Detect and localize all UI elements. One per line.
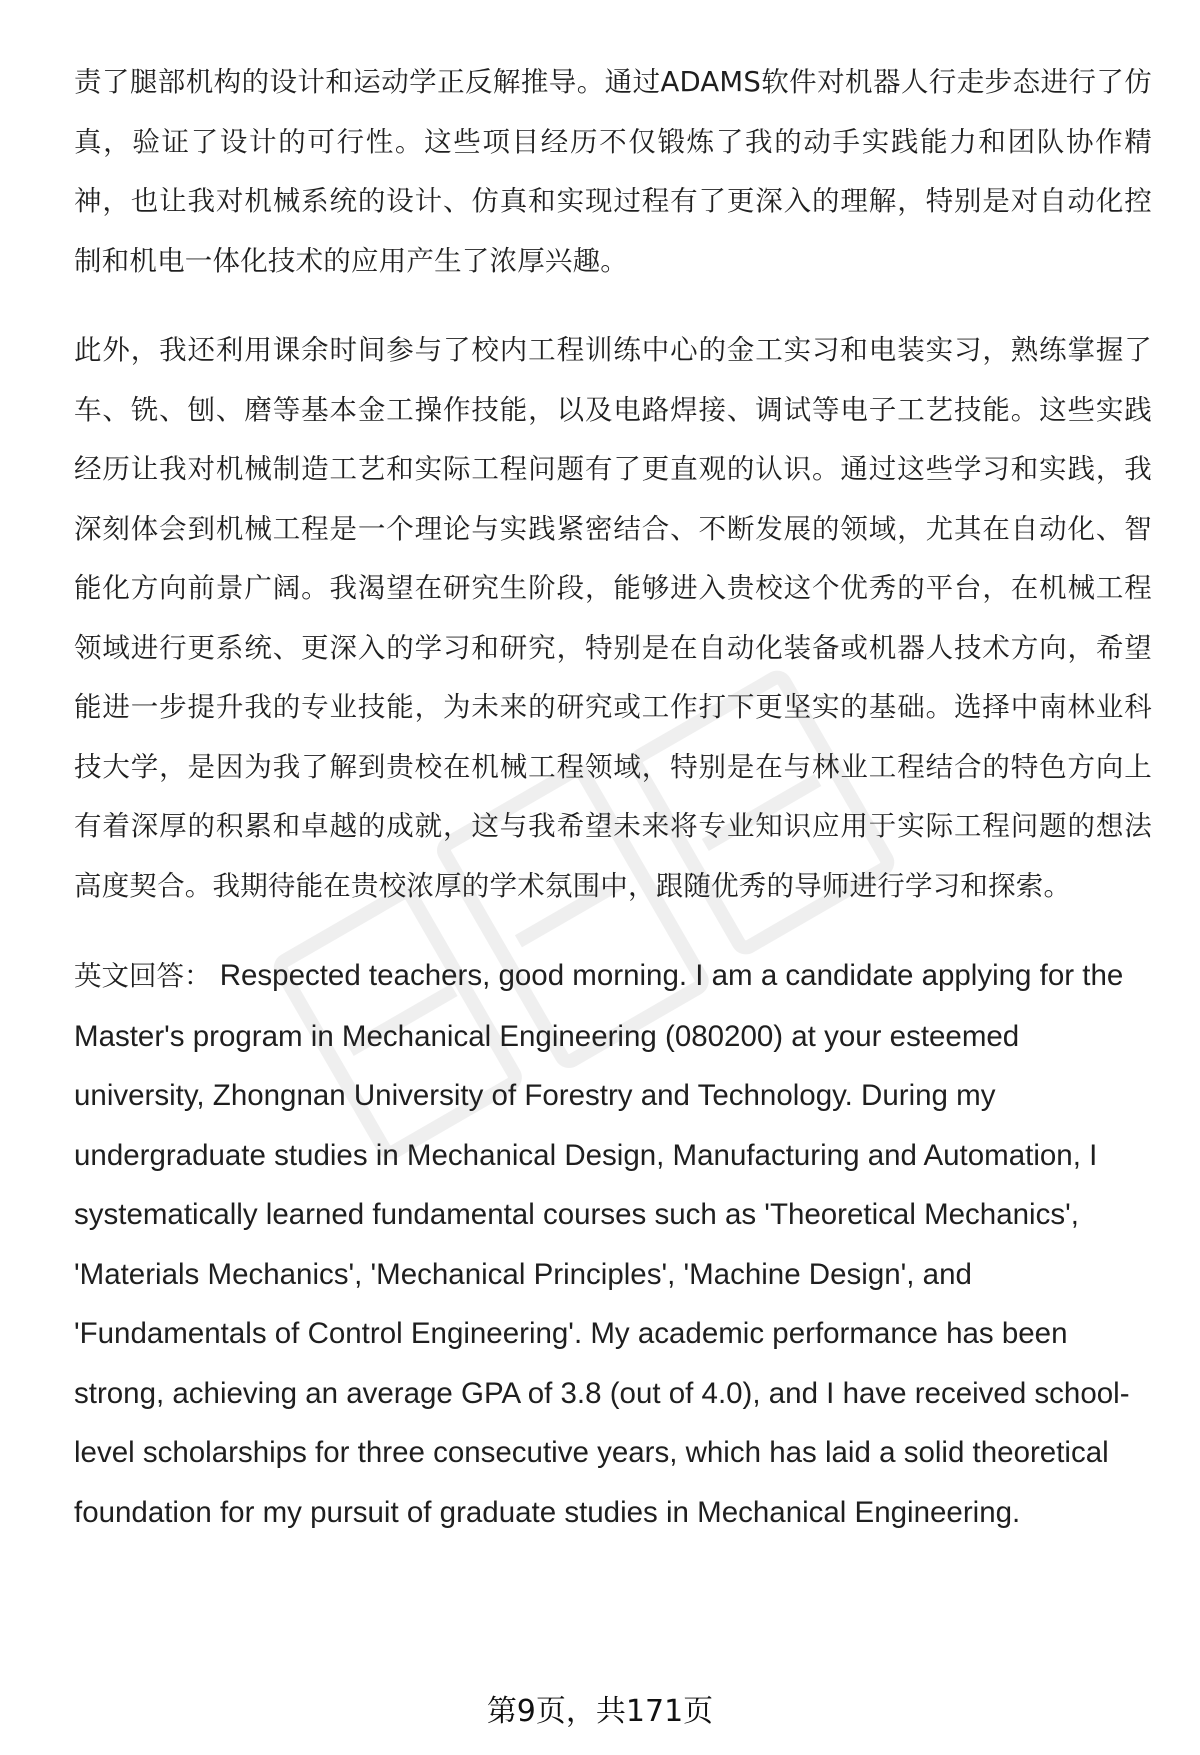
- document-body: [74, 53, 1152, 1542]
- paragraph-english-answer: [74, 946, 1152, 1542]
- paragraph-practice-and-motivation: 此外，我还利用课余时间参与了校内工程训练中心的金工实习和电装实习，熟练掌握了车、铣、刨、磨等基本金工操作技能，以及电路焊接、调试等电子工艺技能。这些实践经历让我对机械制造工艺和实际工程问题有了更直观的认识。通过这些学习和实践，我深刻体会到机械工程是一个理论与实践紧密结合、不断发展的领域，尤其在自动化、智能化方向前景广阔。我渴望在研究生阶段，能够进入贵校这个优秀的平台，在机械工程领域进行更系统、更深入的学习和研究，特别是在自动化装备或机器人技术方向，希望能进一步提升我的专业技能，为未来的研究或工作打下更坚实的基础。选择中南林业科技大学，是因为我了解到贵校在机械工程领域，特别是在与林业工程结合的特色方向上有着深厚的积累和卓越的成就，这与我希望未来将专业知识应用于实际工程问题的想法高度契合。我期待能在贵校浓厚的学术氛围中，跟随优秀的导师进行学习和探索。: [74, 334, 1152, 902]
- paragraph-project-experience: 责了腿部机构的设计和运动学正反解推导。通过ADAMS软件对机器人行走步态进行了仿真，验证了设计的可行性。这些项目经历不仅锻炼了我的动手实践能力和团队协作精神，也让我对机械系统的设计、仿真和实现过程有了更深入的理解，特别是对自动化控制和机电一体化技术的应用产生了浓厚兴趣。: [74, 66, 1152, 277]
- paragraph-gap: [74, 291, 1152, 321]
- page-number-footer: 第9页，共171页: [486, 1694, 714, 1729]
- paragraph-gap: [74, 916, 1152, 946]
- english-answer-label: 英文回答：: [74, 960, 212, 992]
- english-answer-text: Respected teachers, good morning. I am a candidate applying for the Master's program in Mechanical Engineering (080200) at your esteemed university, Zhongnan University of Forestry and Technology. During my undergraduate studies in Mechanical Design, Manufacturing and Automation, I systematically learned fundamental courses such as 'Theoretical Mechanics', 'Materials Mechanics', 'Mechanical Principles', 'Machine Design', and 'Fundamentals of Control Engineering'. My academic performance has been strong, achieving an average GPA of 3.8 (out of 4.0), and I have received school-level scholarships for three consecutive years, which has laid a solid theoretical foundation for my pursuit of graduate studies in Mechanical Engineering.: [74, 959, 1130, 1529]
